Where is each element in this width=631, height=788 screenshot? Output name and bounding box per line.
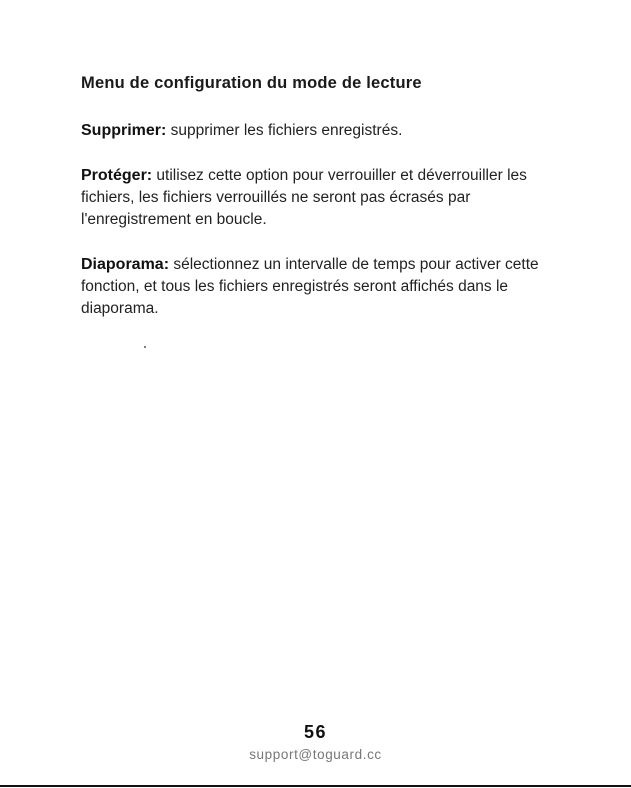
term-label: Protéger:: [81, 167, 153, 184]
page-number: 56: [303, 722, 328, 742]
term-description: supprimer les fichiers enregistrés.: [166, 122, 403, 139]
stray-dot: [144, 346, 146, 348]
menu-item-supprimer: [81, 120, 551, 142]
term-label: Supprimer:: [81, 122, 167, 139]
bottom-rule: [0, 785, 631, 787]
support-email: support@toguard.cc: [249, 747, 382, 762]
term-description: sélectionnez un intervalle de temps pour activer cette fonction, et tous les fichiers enregistrés seront affichés dans le diaporama.: [81, 256, 539, 317]
term-description: utilisez cette option pour verrouiller et déverrouiller les fichiers, les fichiers verrouillés ne seront pas écrasés par l'enregistrement en boucle.: [81, 167, 527, 228]
menu-item-diaporama: [81, 254, 551, 320]
term-label: Diaporama:: [81, 256, 170, 273]
menu-item-proteger: [81, 165, 551, 231]
section-heading: Menu de configuration du mode de lecture: [81, 74, 422, 92]
